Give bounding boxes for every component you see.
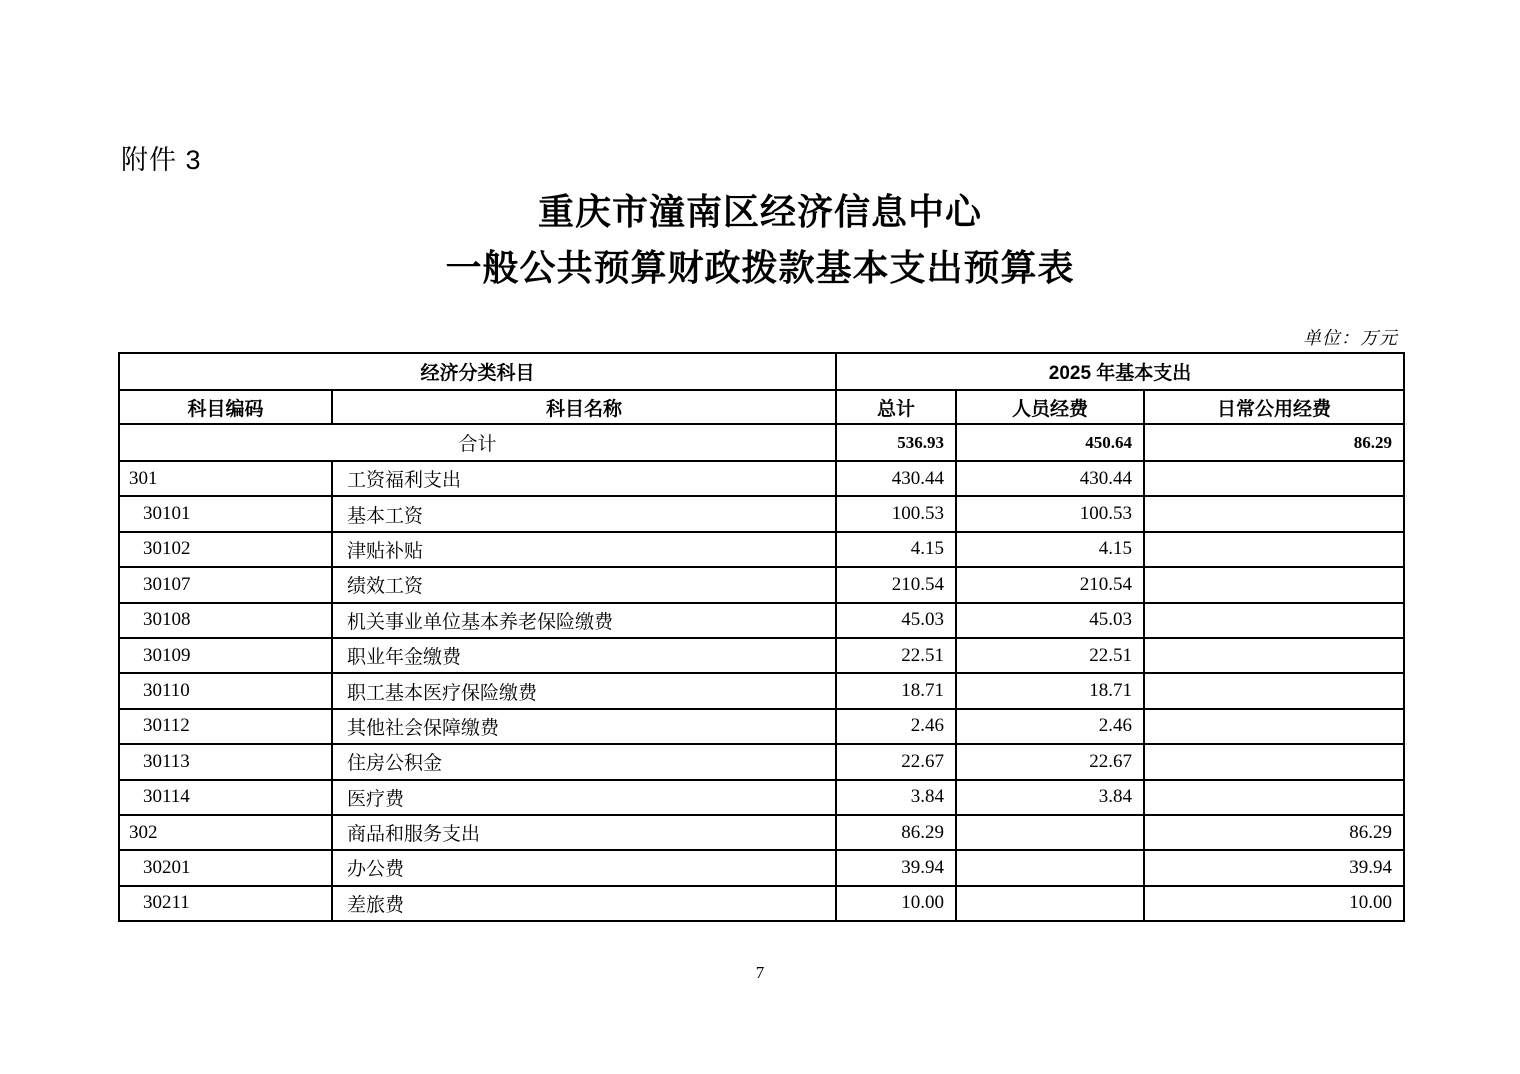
total-value: 86.29 <box>836 815 956 850</box>
subject-code: 302 <box>119 815 332 850</box>
subject-name: 职工基本医疗保险缴费 <box>332 673 836 708</box>
daily-value <box>1144 567 1404 602</box>
daily-value <box>1144 603 1404 638</box>
total-value: 430.44 <box>836 461 956 496</box>
col-header-daily: 日常公用经费 <box>1144 390 1404 424</box>
daily-value <box>1144 496 1404 531</box>
table-row <box>119 673 1404 708</box>
attachment-label: 附件 3 <box>121 145 202 175</box>
page-number: 7 <box>755 963 765 982</box>
total-value: 18.71 <box>836 673 956 708</box>
subject-code: 30101 <box>119 496 332 531</box>
subject-code: 30113 <box>119 744 332 779</box>
table-row <box>119 709 1404 744</box>
total-personnel-value: 450.64 <box>956 424 1144 461</box>
daily-value <box>1144 744 1404 779</box>
table-row <box>119 532 1404 567</box>
table-row <box>119 461 1404 496</box>
subject-code: 30107 <box>119 567 332 602</box>
total-value: 10.00 <box>836 886 956 921</box>
daily-value: 10.00 <box>1144 886 1404 921</box>
subject-name: 基本工资 <box>332 496 836 531</box>
personnel-value: 4.15 <box>956 532 1144 567</box>
table-body <box>119 424 1404 921</box>
subject-code: 30102 <box>119 532 332 567</box>
col-header-total: 总计 <box>836 390 956 424</box>
daily-value <box>1144 461 1404 496</box>
total-daily-value: 86.29 <box>1144 424 1404 461</box>
personnel-value: 22.51 <box>956 638 1144 673</box>
col-header-subject-code: 科目编码 <box>119 390 332 424</box>
subject-code: 30108 <box>119 603 332 638</box>
unit-note: 单位：万元 <box>1303 328 1398 348</box>
subject-code: 301 <box>119 461 332 496</box>
budget-table <box>118 352 1405 922</box>
daily-value: 39.94 <box>1144 850 1404 885</box>
personnel-value: 210.54 <box>956 567 1144 602</box>
total-row <box>119 424 1404 461</box>
total-value: 3.84 <box>836 780 956 815</box>
header-group-row <box>119 353 1404 390</box>
col-header-personnel: 人员经费 <box>956 390 1144 424</box>
subject-name: 职业年金缴费 <box>332 638 836 673</box>
daily-value <box>1144 709 1404 744</box>
personnel-value: 22.67 <box>956 744 1144 779</box>
subject-name: 津贴补贴 <box>332 532 836 567</box>
daily-value <box>1144 673 1404 708</box>
table-row <box>119 780 1404 815</box>
total-value: 2.46 <box>836 709 956 744</box>
total-value: 39.94 <box>836 850 956 885</box>
daily-value: 86.29 <box>1144 815 1404 850</box>
subject-code: 30109 <box>119 638 332 673</box>
table-row <box>119 496 1404 531</box>
daily-value <box>1144 638 1404 673</box>
header-category-group: 经济分类科目 <box>119 353 836 390</box>
total-value: 210.54 <box>836 567 956 602</box>
table-row <box>119 744 1404 779</box>
personnel-value: 100.53 <box>956 496 1144 531</box>
personnel-value: 2.46 <box>956 709 1144 744</box>
personnel-value: 430.44 <box>956 461 1144 496</box>
subject-name: 办公费 <box>332 850 836 885</box>
col-header-subject-name: 科目名称 <box>332 390 836 424</box>
total-label: 合计 <box>119 424 836 461</box>
table-row <box>119 603 1404 638</box>
total-sum-value: 536.93 <box>836 424 956 461</box>
personnel-value: 3.84 <box>956 780 1144 815</box>
personnel-value: 45.03 <box>956 603 1144 638</box>
table-row <box>119 815 1404 850</box>
subject-code: 30211 <box>119 886 332 921</box>
total-value: 22.67 <box>836 744 956 779</box>
subject-code: 30201 <box>119 850 332 885</box>
subject-name: 商品和服务支出 <box>332 815 836 850</box>
table-row <box>119 638 1404 673</box>
daily-value <box>1144 532 1404 567</box>
subject-name: 机关事业单位基本养老保险缴费 <box>332 603 836 638</box>
header-year-group: 2025 年基本支出 <box>836 353 1404 390</box>
subject-name: 医疗费 <box>332 780 836 815</box>
subject-code: 30110 <box>119 673 332 708</box>
total-value: 22.51 <box>836 638 956 673</box>
total-value: 100.53 <box>836 496 956 531</box>
personnel-value <box>956 850 1144 885</box>
table-row <box>119 850 1404 885</box>
daily-value <box>1144 780 1404 815</box>
total-value: 4.15 <box>836 532 956 567</box>
subject-name: 绩效工资 <box>332 567 836 602</box>
title-line-2: 一般公共预算财政拨款基本支出预算表 <box>445 248 1075 288</box>
subject-code: 30112 <box>119 709 332 744</box>
subject-name: 住房公积金 <box>332 744 836 779</box>
subject-name: 工资福利支出 <box>332 461 836 496</box>
table-row <box>119 567 1404 602</box>
title-line-1: 重庆市潼南区经济信息中心 <box>537 192 982 232</box>
subject-name: 差旅费 <box>332 886 836 921</box>
total-value: 45.03 <box>836 603 956 638</box>
header-columns-row <box>119 390 1404 424</box>
table-row <box>119 886 1404 921</box>
personnel-value <box>956 886 1144 921</box>
subject-name: 其他社会保障缴费 <box>332 709 836 744</box>
personnel-value: 18.71 <box>956 673 1144 708</box>
subject-code: 30114 <box>119 780 332 815</box>
document-title <box>0 184 1520 296</box>
personnel-value <box>956 815 1144 850</box>
